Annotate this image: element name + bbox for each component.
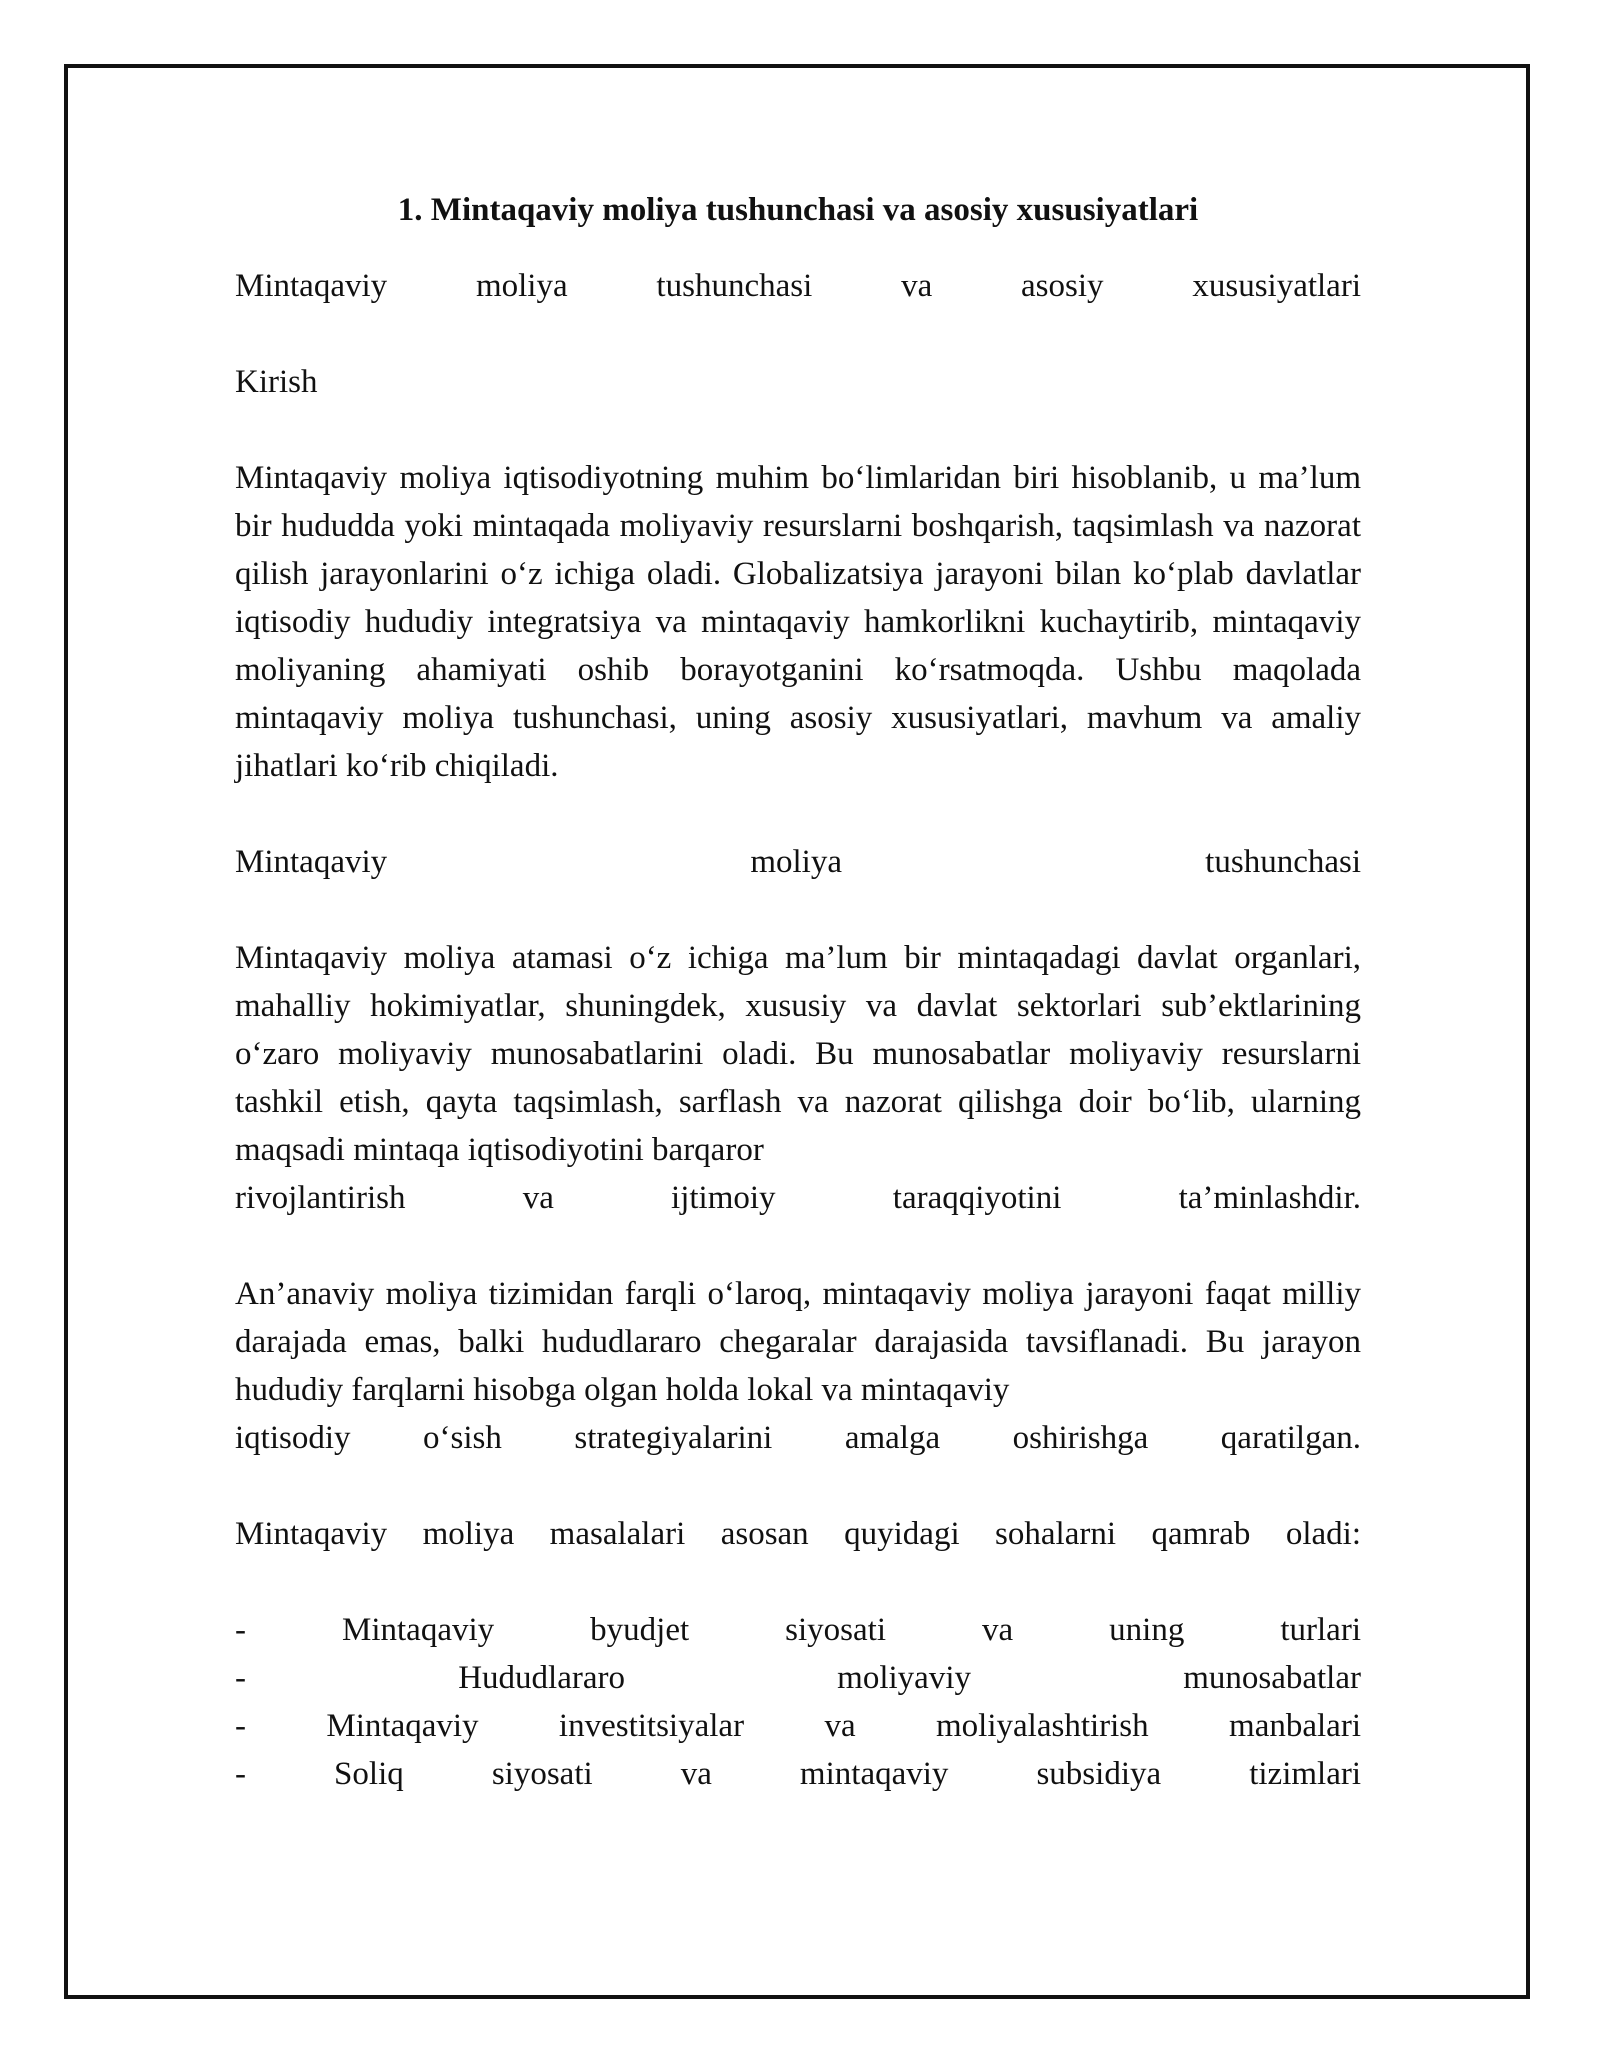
list-item: - Hududlararo moliyaviy munosabatlar — [235, 1660, 1361, 1696]
difference-paragraph-main: An’anaviy moliya tizimidan farqli o‘laroq, mintaqaviy moliya jarayoni faqat milliy darajada emas, balki hududlararo chegaralar darajasida tavsiflanadi. Bu jarayon hududiy farqlarni hisobga olgan holda lokal va mintaqaviy — [235, 1276, 1361, 1408]
document-subtitle: Mintaqaviy moliya tushunchasi va asosiy xususiyatlari — [235, 268, 1361, 304]
document-title: 1. Mintaqaviy moliya tushunchasi va asosiy xususiyatlari — [397, 192, 1199, 228]
difference-paragraph-last-line: iqtisodiy o‘sish strategiyalarini amalga oshirishga qaratilgan. — [235, 1420, 1361, 1456]
spacer — [235, 1558, 1361, 1606]
areas-intro: Mintaqaviy moliya masalalari asosan quyidagi sohalarni qamrab oladi: — [235, 1516, 1361, 1552]
intro-paragraph: Mintaqaviy moliya iqtisodiyotning muhim bo‘limlaridan biri hisoblanib, u ma’lum bir hududda yoki mintaqada moliyaviy resurslarni boshqarish, taqsimlash va nazorat qilish jarayonlarini o‘z ichiga oladi. Globalizatsiya jarayoni bilan ko‘plab davlatlar iqtisodiy hududiy integratsiya va mintaqaviy hamkorlikni kuchaytirib, mintaqaviy moliyaning ahamiyati oshib borayotganini ko‘rsatmoqda. Ushbu maqolada mintaqaviy moliya tushunchasi, uning asosiy xususiyatlari, mavhum va amaliy jihatlari ko‘rib chiqiladi. — [235, 460, 1361, 784]
spacer — [235, 310, 1361, 358]
list-item: - Soliq siyosati va mintaqaviy subsidiya tizimlari — [235, 1756, 1361, 1792]
spacer — [235, 886, 1361, 934]
spacer — [235, 1222, 1361, 1270]
spacer — [235, 406, 1361, 454]
concept-heading: Mintaqaviy moliya tushunchasi — [235, 844, 1361, 880]
list-item: - Mintaqaviy byudjet siyosati va uning turlari — [235, 1612, 1361, 1648]
areas-list — [235, 1606, 1361, 1798]
spacer — [235, 790, 1361, 838]
document-body — [235, 190, 1361, 1798]
concept-paragraph-main: Mintaqaviy moliya atamasi o‘z ichiga ma’lum bir mintaqadagi davlat organlari, mahalliy hokimiyatlar, shuningdek, xususiy va davlat sektorlari sub’ektlarining o‘zaro moliyaviy munosabatlarini oladi. Bu munosabatlar moliyaviy resurslarni tashkil etish, qayta taqsimlash, sarflash va nazorat qilishga doir bo‘lib, ularning maqsadi mintaqa iqtisodiyotini barqaror — [235, 940, 1361, 1168]
intro-heading: Kirish — [235, 364, 318, 400]
concept-paragraph — [235, 934, 1361, 1222]
concept-paragraph-last-line: rivojlantirish va ijtimoiy taraqqiyotini ta’minlashdir. — [235, 1180, 1361, 1216]
spacer — [235, 1462, 1361, 1510]
difference-paragraph — [235, 1270, 1361, 1462]
list-item: - Mintaqaviy investitsiyalar va moliyalashtirish manbalari — [235, 1708, 1361, 1744]
